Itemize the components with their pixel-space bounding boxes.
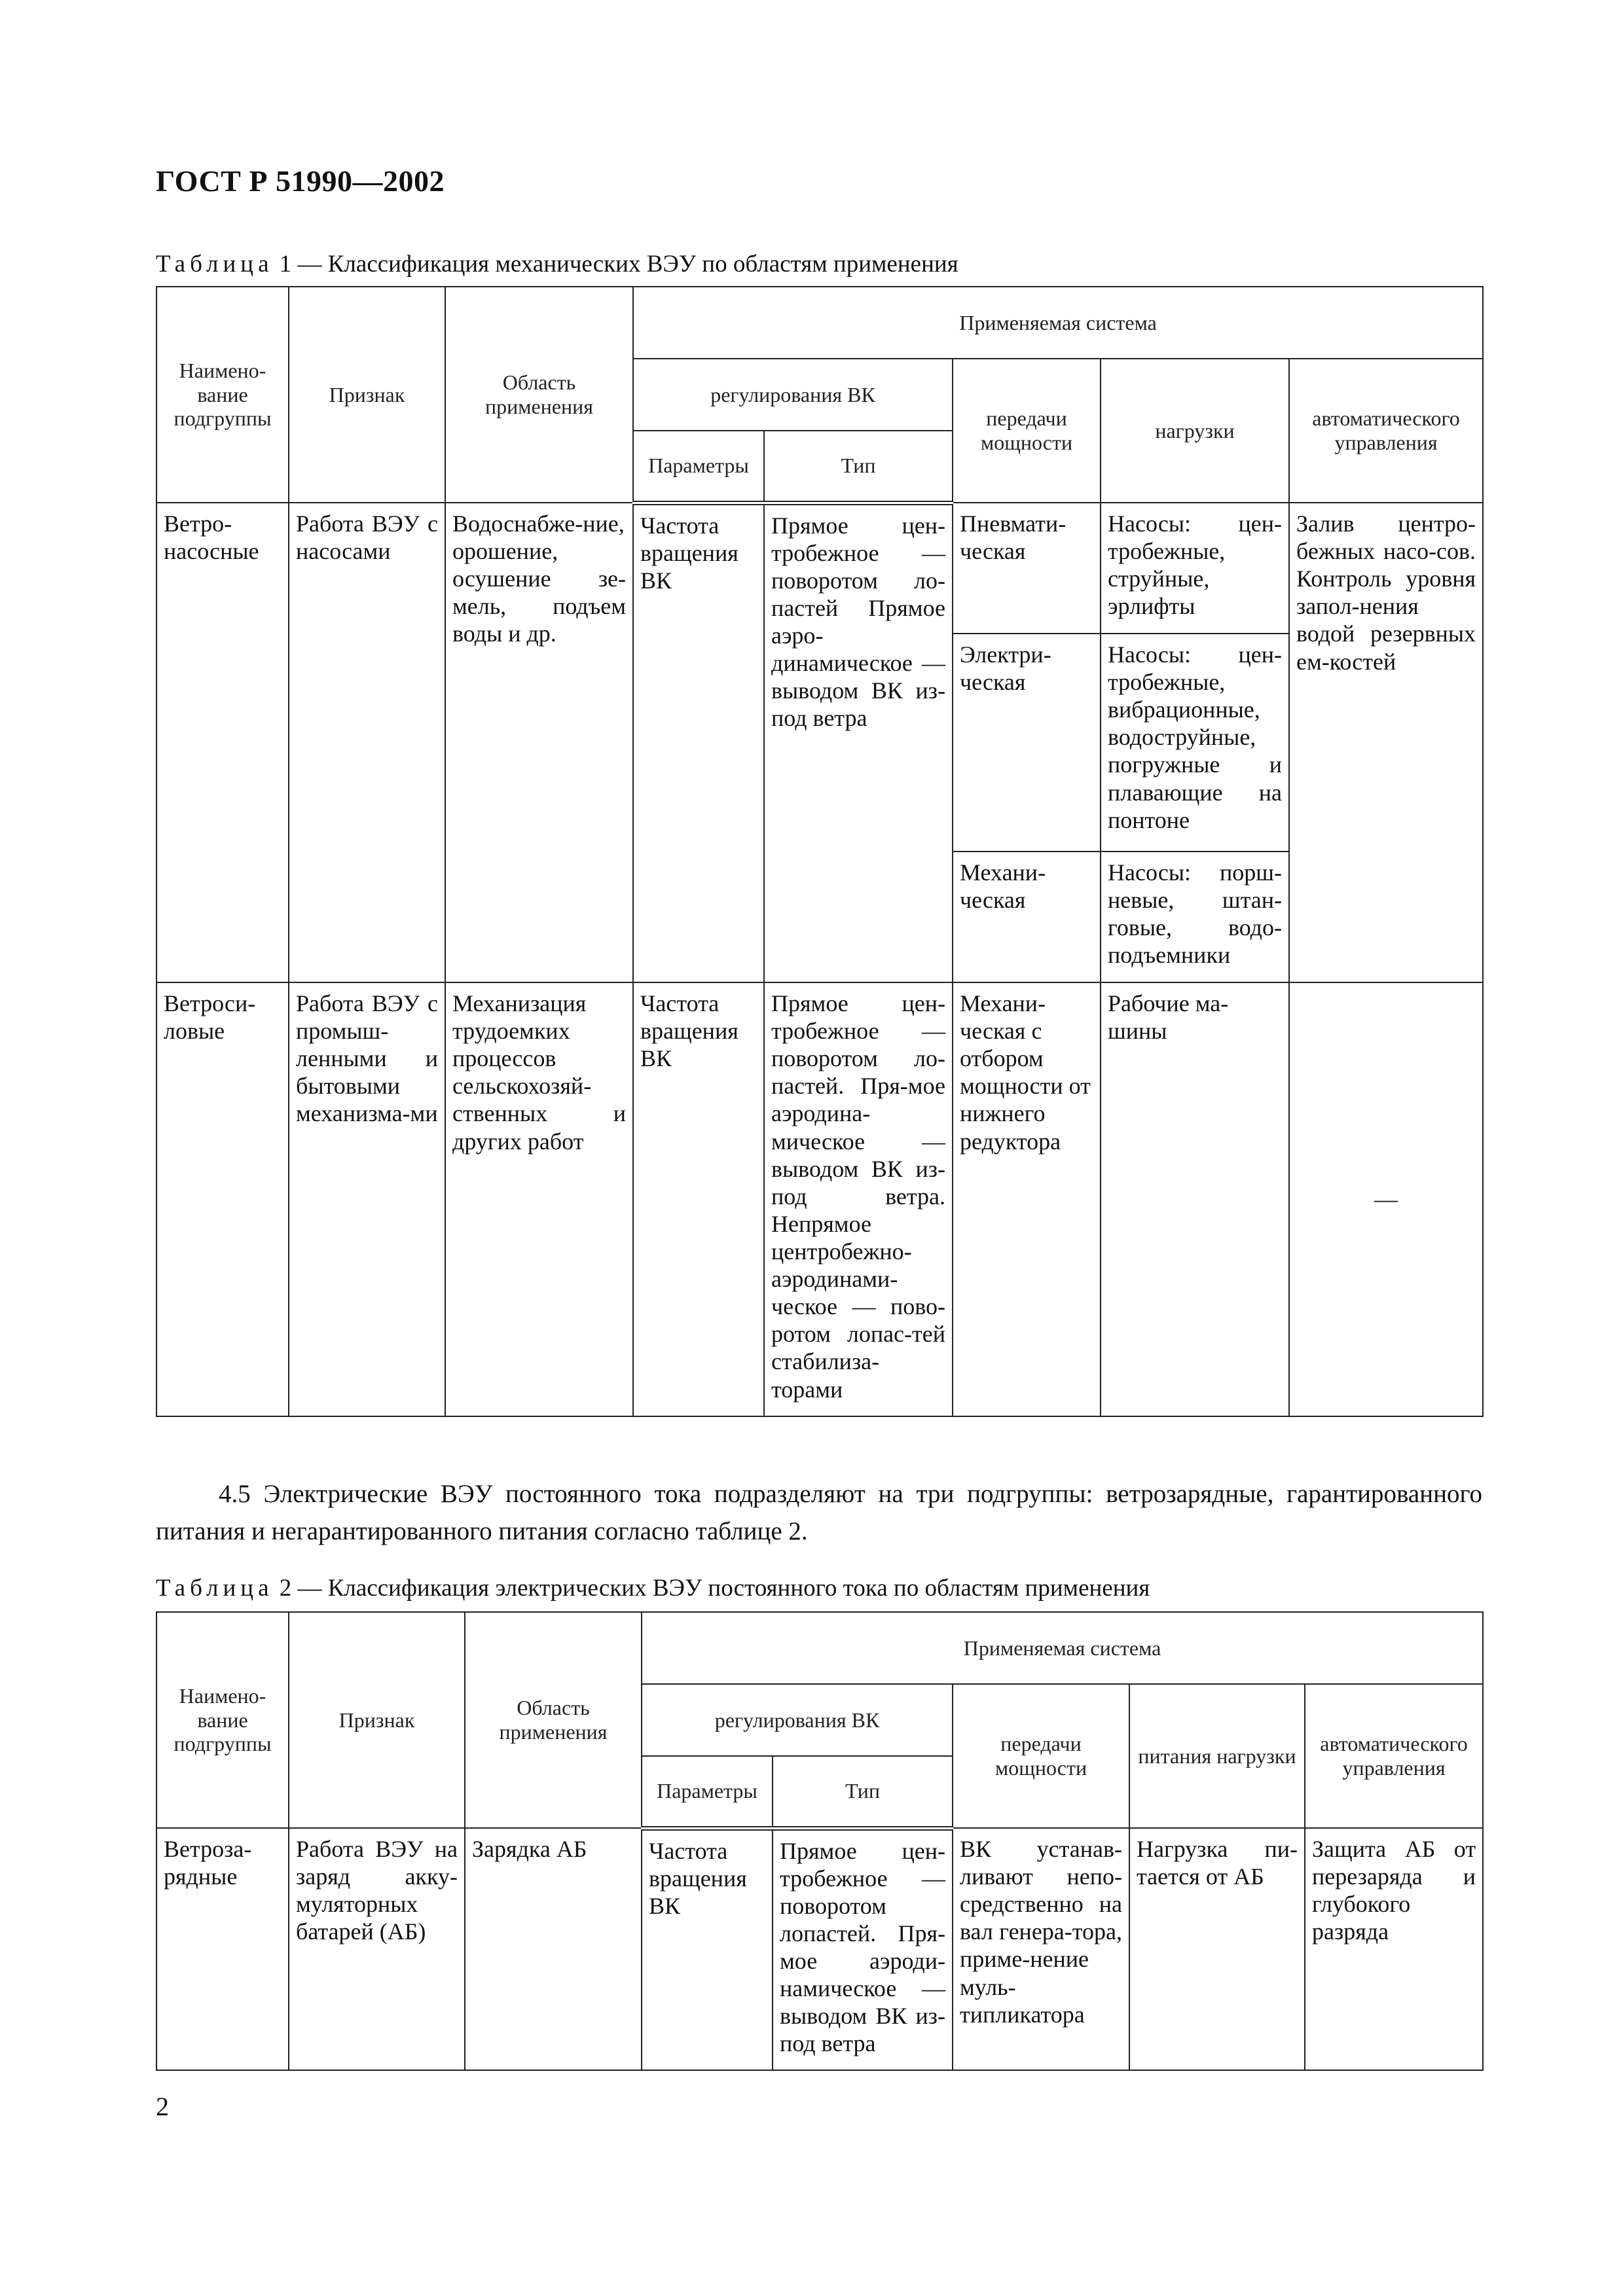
table2-caption	[156, 1574, 1150, 1602]
t1-r1-type: Прямое цен-тробежное — поворотом ло-пастей Прямое аэро-динамическое — выводом ВК из-под ветра	[764, 503, 953, 982]
table2-caption-text: 2 — Классификация электрических ВЭУ постоянного тока по областям применения	[273, 1575, 1150, 1602]
t2-header-area: Область применения	[465, 1612, 642, 1828]
t1-header-type: Тип	[764, 431, 953, 503]
table1-caption-text: 1 — Классификация механических ВЭУ по областям применения	[273, 251, 958, 278]
document-code: ГОСТ Р 51990—2002	[156, 164, 445, 198]
t2-header-sign: Признак	[289, 1612, 465, 1828]
t1-r1-name: Ветро-насосные	[156, 503, 289, 982]
t1-header-reg: регулирования ВК	[633, 359, 953, 431]
t1-header-auto: автоматического управления	[1289, 359, 1483, 503]
table1-caption-label: Таблица	[156, 251, 274, 278]
t2-r1-type: Прямое цен-тробежное — поворотом лопастей. Пря-мое аэроди-намическое — выводом ВК из-под ветра	[773, 1828, 953, 2070]
t1-r1-trans-3: Механи-ческая	[953, 852, 1101, 982]
t1-header-system: Применяемая система	[633, 287, 1483, 359]
t1-r1-sign: Работа ВЭУ с насосами	[289, 503, 445, 982]
t1-r2-params: Частота вращения ВК	[633, 982, 764, 1416]
t1-r1-trans-1: Пневмати-ческая	[953, 503, 1101, 634]
t1-r2-trans: Механи-ческая с отбором мощности от нижнего редуктора	[953, 982, 1101, 1416]
t2-r1-name: Ветроза-рядные	[156, 1828, 289, 2070]
t1-r2-name: Ветроси-ловые	[156, 982, 289, 1416]
t2-header-supply: питания нагрузки	[1129, 1684, 1305, 1828]
table1	[156, 286, 1484, 1417]
t2-r1-sign: Работа ВЭУ на заряд акку-муляторных батарей (АБ)	[289, 1828, 465, 2070]
t2-r1-trans: ВК устанав-ливают непо-средственно на вал генера-тора, приме-нение муль-типликатора	[953, 1828, 1129, 2070]
table2	[156, 1611, 1484, 2071]
t1-header-load: нагрузки	[1101, 359, 1289, 503]
t1-header-sign: Признак	[289, 287, 445, 503]
t2-header-trans: передачи мощности	[953, 1684, 1129, 1828]
t1-r1-load-2: Насосы: цен-тробежные, вибрационные, водоструйные, погружные и плавающие на понтоне	[1101, 634, 1289, 852]
paragraph-4-5: 4.5 Электрические ВЭУ постоянного тока подразделяют на три подгруппы: ветрозарядные, гарантированного питания и негарантированного питания согласно таблице 2.	[156, 1480, 1482, 1545]
t1-r2-auto: —	[1289, 982, 1483, 1416]
page-number: 2	[156, 2092, 169, 2121]
t2-header-name: Наимено-вание подгруппы	[156, 1612, 289, 1828]
t2-header-params: Параметры	[642, 1756, 773, 1828]
t1-r1-load-3: Насосы: порш-невые, штан-говые, водо-подъемники	[1101, 852, 1289, 982]
t1-r1-params: Частота вращения ВК	[633, 503, 764, 982]
t1-header-area: Область применения	[445, 287, 633, 503]
t1-r2-sign: Работа ВЭУ с промыш-ленными и бытовыми механизма-ми	[289, 982, 445, 1416]
t1-r2-type: Прямое цен-тробежное — поворотом ло-пастей. Пря-мое аэродина-мическое — выводом ВК из-под ветра. Непрямое центробежно-аэродинами-ческое — пово-ротом лопас-тей стабилиза-торами	[764, 982, 953, 1416]
t1-r2-area: Механизация трудоемких процессов сельскохозяй-ственных и других работ	[445, 982, 633, 1416]
t1-header-name: Наимено-вание подгруппы	[156, 287, 289, 503]
t2-header-type: Тип	[773, 1756, 953, 1828]
t2-r1-auto: Защита АБ от перезаряда и глубокого разряда	[1305, 1828, 1483, 2070]
t1-r1-area: Водоснабже-ние, орошение, осушение зе-мель, подъем воды и др.	[445, 503, 633, 982]
table1-caption	[156, 250, 958, 278]
t2-header-reg: регулирования ВК	[642, 1684, 953, 1756]
t2-r1-supply: Нагрузка пи-тается от АБ	[1129, 1828, 1305, 2070]
t1-r2-load: Рабочие ма-шины	[1101, 982, 1289, 1416]
t1-r1-trans-2: Электри-ческая	[953, 634, 1101, 852]
table2-caption-label: Таблица	[156, 1575, 274, 1602]
t1-header-params: Параметры	[633, 431, 764, 503]
t2-header-system: Применяемая система	[642, 1612, 1483, 1684]
t1-r1-auto: Залив центро-бежных насо-сов. Контроль уровня запол-нения водой резервных ем-костей	[1289, 503, 1483, 982]
t1-r1-load-1: Насосы: цен-тробежные, струйные, эрлифты	[1101, 503, 1289, 634]
t2-r1-area: Зарядка АБ	[465, 1828, 642, 2070]
t1-header-trans: передачи мощности	[953, 359, 1101, 503]
t2-r1-params: Частота вращения ВК	[642, 1828, 773, 2070]
t2-header-auto: автоматического управления	[1305, 1684, 1483, 1828]
